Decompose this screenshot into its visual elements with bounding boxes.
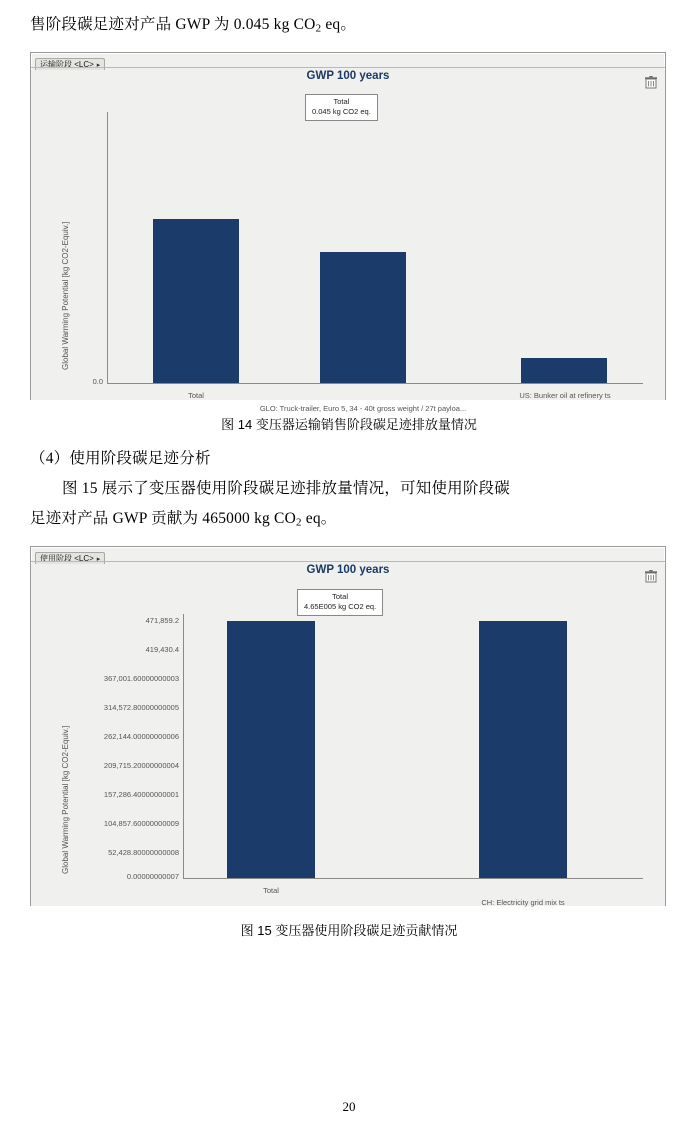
- figure-14-total-label: Total: [333, 97, 350, 107]
- figure-14-caption: 图 14 变压器运输销售阶段碳足迹排放量情况: [221, 417, 477, 433]
- page-number: 20: [342, 1099, 356, 1114]
- figure-14-chart-body: [31, 70, 665, 414]
- figure-15-ytick-6: 157,286.40000000001: [103, 789, 179, 799]
- figure-14-bar-truck[interactable]: [320, 252, 406, 383]
- figure-15-total-label: Total: [332, 591, 348, 601]
- figure-14-xlabel-bunkeroil: US: Bunker oil at refinery ts: [519, 391, 611, 401]
- figure-14-tab-label: 运输阶段 <LC>: [40, 60, 94, 70]
- figure-14-bar-total[interactable]: [153, 219, 239, 383]
- figure-14-x-axis: [107, 383, 643, 384]
- figure-15-xlabel-electricity: CH: Electricity grid mix ts: [481, 897, 565, 907]
- paragraph-text: 售阶段碳足迹对产品 GWP 为 0.045 kg CO: [30, 16, 316, 33]
- figure-15-chart-body: [31, 564, 665, 906]
- figure-15-ytick-4: 262,144.00000000006: [103, 731, 179, 741]
- figure-14-tabbar: [31, 53, 665, 68]
- figure-14-total-value: 0.045 kg CO2 eq.: [312, 107, 371, 117]
- paragraph-usage-line2: 足迹对产品 GWP 贡献为 465000 kg CO: [30, 510, 296, 528]
- paragraph-transport-result: [30, 0, 668, 43]
- figure-15-ytick-2: 367,001.60000000003: [103, 673, 179, 683]
- paragraph-text-end: eq。: [321, 16, 357, 33]
- figure-15-total-value: 4.65E005 kg CO2 eq.: [304, 601, 377, 611]
- figure-15-ytick-3: 314,572.80000000005: [103, 702, 179, 712]
- figure-15-bar-total[interactable]: [227, 621, 315, 878]
- figure-15-ytick-8: 52,428.80000000008: [108, 847, 179, 857]
- figure-14-y-axis: [107, 112, 108, 384]
- chevron-right-icon: ▸: [96, 62, 101, 70]
- figure-14-xlabel-truck: GLO: Truck-trailer, Euro 5, 34 - 40t gross weight / 27t payloa...: [259, 404, 467, 414]
- figure-15-ytick-0: 471,859.2: [145, 615, 179, 625]
- subscript-2: 2: [315, 22, 322, 35]
- figure-14-xlabel-total: Total: [188, 391, 204, 401]
- figure-15-title: GWP 100 years: [306, 563, 390, 576]
- figure-15-tabbar: [31, 547, 665, 562]
- tabbar-divider: [31, 561, 665, 562]
- figure-15-tab-label: 使用阶段 <LC>: [40, 553, 94, 563]
- subscript-2-usage: 2: [295, 516, 302, 529]
- figure-15-total-box: [297, 589, 383, 616]
- paragraph-usage-line2-end: eq。: [301, 510, 337, 528]
- tabbar-divider: [31, 67, 665, 68]
- paragraph-usage-result: [30, 504, 668, 537]
- figure-14-y-axis-label: Global Warming Potential [kg CO2-Equiv.]: [61, 221, 70, 371]
- trash-icon[interactable]: [645, 76, 657, 89]
- figure-15-caption: 图 15 变压器使用阶段碳足迹贡献情况: [240, 922, 458, 938]
- figure-15-ytick-9: 0.00000000007: [126, 871, 179, 881]
- figure-14-total-box: [305, 94, 378, 121]
- paragraph-usage-intro: [30, 474, 668, 504]
- chevron-right-icon: ▸: [96, 555, 101, 563]
- figure-15-ytick-7: 104,857.60000000009: [103, 818, 179, 828]
- figure-14-bar-bunkeroil-visible[interactable]: [521, 358, 607, 383]
- figure-14-ytick-0: 0.0: [92, 377, 103, 387]
- figure-15-y-axis-label: Global Warming Potential [kg CO2-Equiv.]: [61, 725, 70, 874]
- figure-15-ytick-1: 419,430.4: [145, 644, 179, 654]
- figure-14-title: GWP 100 years: [306, 70, 390, 83]
- paragraph-usage-line1: 图 15 展示了变压器使用阶段碳足迹排放量情况，可知使用阶段碳: [62, 480, 510, 498]
- trash-icon[interactable]: [645, 570, 657, 583]
- figure-15-bar-electricity[interactable]: [479, 621, 567, 878]
- figure-15-y-axis: [183, 614, 184, 879]
- figure-15-xlabel-total: Total: [263, 885, 279, 895]
- figure-15-x-axis: [183, 878, 643, 879]
- figure-14-chart-frame: [30, 52, 666, 414]
- figure-15-ytick-5: 209,715.20000000004: [103, 760, 179, 770]
- section-heading-usage: （4）使用阶段碳足迹分析: [30, 450, 211, 468]
- figure-15-chart-frame: [30, 546, 666, 906]
